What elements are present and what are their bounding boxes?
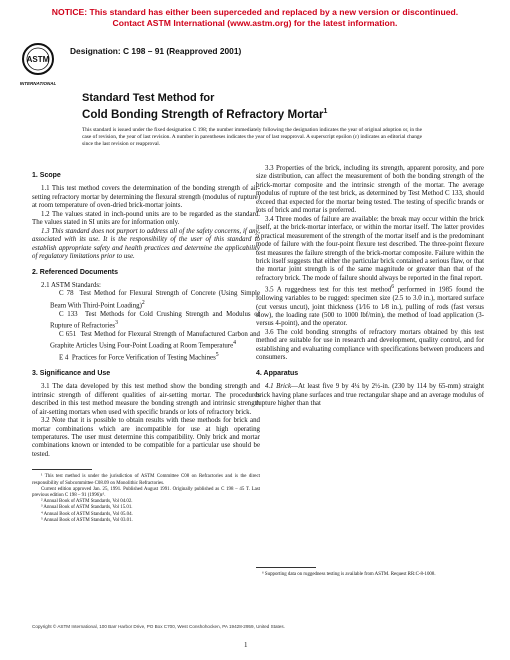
supersession-notice	[0, 7, 510, 29]
apparatus-heading: 4. Apparatus	[256, 369, 299, 377]
footnote: ⁵ Annual Book of ASTM Standards, Vol 03.01.	[41, 517, 133, 523]
svg-text:ASTM: ASTM	[26, 55, 50, 64]
significance-3-2: 3.2 Note that it is possible to obtain results with these methods for brick and mortar combinations which are incompatible for use at high operating temperatures. The user must determine this compatibility. Only brick and mortar combinations known or intended to be compatible for a particular use should be tested.	[32, 417, 260, 458]
significance-3-6: 3.6 The cold bonding strengths of refractory mortars obtained by this test method are suitable for use in research and development, quality control, and for establishing and evaluating compliance with specifications between producers and consumers.	[256, 328, 484, 362]
title-line-2	[82, 105, 462, 122]
references-heading: 2. Referenced Documents	[32, 268, 118, 276]
copyright: Copyright © ASTM International, 100 Barr Harbor Drive, PO Box C700, West Conshohocken, PA 19428-2959, United States.	[32, 624, 285, 629]
standard-issuance-note: This standard is issued under the fixed designation C 198; the number immediately following the designation indicates the year of original adoption or, in the case of revision, the year of last revision. A number in parentheses indicates the year of last reapproval. A superscript epsilon (ε) indicates an editorial change since the last revision or reapproval.	[82, 127, 422, 148]
notice-line-2: Contact ASTM International (www.astm.org) for the latest information.	[112, 18, 398, 28]
scope-1-1: 1.1 This test method covers the determination of the bonding strength of air-setting refractory mortar by determining the flexural strength (modulus of rupture) at room temperature of oven-dried brick-mortar joints.	[32, 185, 260, 210]
footnote: Current edition approved Jan. 25, 1991. Published August 1991. Originally published as C 198 – 45 T. Last previous edition C 198 – 91 (1996)ε¹.	[32, 486, 260, 498]
significance-3-5: 3.5 A ruggedness test for this test method$^6$ performed in 1985 found the following variables to be rugged: specimen size (2.5 to 3.0 in.), mortared surface (cut versus uncut), joint thickness (1⁄16 to 1⁄8 in.), pulling of rods (fast versus slow), the loading rate (500 to 1000 lbf/min), the method of load application (3- versus 4-point), and the operator.	[256, 284, 484, 328]
notice-line-1: NOTICE: This standard has either been superceded and replaced by a new version or discontinued.	[51, 7, 459, 17]
title-footnote-ref: 1	[323, 108, 328, 115]
designation: Designation: C 198 – 91 (Reapproved 2001)	[70, 46, 242, 56]
significance-heading: 3. Significance and Use	[32, 369, 111, 377]
significance-3-4: 3.4 Three modes of failure are available: the break may occur within the brick itself, at the brick-mortar interface, or within the mortar itself. The latter provides a practical measurement of the strength of the mortar itself and is the predominant mode of failure with the four-point flexure test described. The three-point flexure test measures the failure strength of the brick-mortar composite. Failure within the brick itself suggests that either the particular brick contained a serious flaw, or that the mortar joint strength is of the same magnitude or greater than that of the refractory brick. The mode of failure should always be reported in the final report.	[256, 215, 484, 282]
footnote: ³ Annual Book of ASTM Standards, Vol 15.01.	[41, 505, 133, 511]
right-footnote-block	[256, 557, 484, 578]
right-column	[256, 165, 484, 409]
footnote-separator	[32, 469, 92, 470]
scope-1-2: 1.2 The values stated in inch-pound units are to be regarded as the standard. The values stated in SI units are for information only.	[32, 210, 260, 227]
left-column	[32, 165, 260, 524]
reference-item: C 651 Test Method for Flexural Strength of Manufactured Carbon and Graphite Articles Using Four-Point Loading at Room Temperature$^4$	[50, 330, 260, 350]
scope-1-3	[32, 228, 260, 262]
document-title	[82, 92, 462, 122]
logo-label: INTERNATIONAL	[20, 81, 56, 86]
references-intro: 2.1 ASTM Standards:	[41, 281, 101, 289]
reference-item: E 4 Practices for Force Verification of Testing Machines$^5$	[59, 352, 219, 362]
significance-3-1: 3.1 The data developed by this test method show the bonding strength and intrinsic strength of different qualities of air-setting mortar. The procedures described in this test method measure the bonding strength and intrinsic strength of air-setting mortars when used with specific brands or lots of refractory brick.	[32, 383, 260, 416]
scope-heading: 1. Scope	[32, 172, 61, 179]
reference-item: C 133 Test Methods for Cold Crushing Strength and Modulus of Rupture of Refractories$^3$	[50, 310, 261, 330]
footnote: ¹ This test method is under the jurisdiction of ASTM Committee C08 on Refractories and is the direct responsibility of Subcommittee C08.09 on Monolithic Refractories.	[32, 474, 260, 486]
reference-item: C 78 Test Method for Flexural Strength of Concrete (Using Simple Beam With Third-Point Loading)$^2$	[50, 290, 260, 310]
significance-3-3: 3.3 Properties of the brick, including its strength, apparent porosity, and pore size distribution, can affect the measurement of both the bonding strength of the brick-mortar composite and the intrinsic strength of the mortar. The average modulus of rupture of the test brick, as determined by Test Method C 133, should exceed that expected for the mortar being tested. The testing of specific brands or lots of brick and mortar is preferred.	[256, 165, 484, 215]
footnote-separator	[256, 567, 316, 568]
astm-logo-icon	[20, 42, 56, 88]
title-line-1: Standard Test Method for	[82, 92, 215, 104]
footnote: ⁶ Supporting data on ruggedness testing is available from ASTM. Request RR:C-8-1008.	[262, 572, 436, 577]
apparatus-4-1: 4.1 Brick—At least five 9 by 4¼ by 2½-in. (230 by 114 by 65-mm) straight brick having plane surfaces and true rectangular shape and an average modulus of rupture higher than that	[256, 383, 484, 408]
title-text: Cold Bonding Strength of Refractory Mortar	[82, 107, 324, 121]
scope-1-3-text: 1.3 This standard does not purport to address all of the safety concerns, if any, associated with its use. It is the responsibility of the user of this standard to establish appropriate safety and health practices and determine the applicability of regulatory limitations prior to use.	[32, 227, 260, 261]
footnote: ⁴ Annual Book of ASTM Standards, Vol 05.04.	[41, 511, 133, 517]
footnote: ² Annual Book of ASTM Standards, Vol 04.02.	[41, 499, 133, 505]
page-number: 1	[244, 641, 248, 649]
